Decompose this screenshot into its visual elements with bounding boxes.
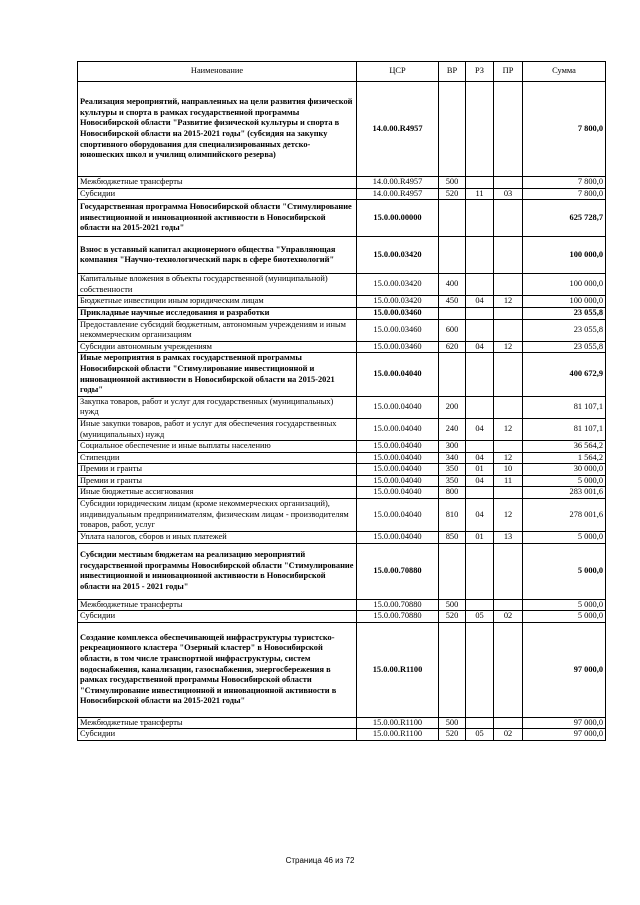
- cell-pr: [494, 396, 523, 418]
- cell-name: Межбюджетные трансферты: [78, 177, 357, 189]
- cell-csr: 15.0.00.03460: [357, 319, 439, 341]
- table-row: [78, 319, 606, 341]
- cell-vr: [439, 237, 466, 274]
- cell-rz: [466, 82, 494, 177]
- cell-vr: 810: [439, 499, 466, 532]
- cell-sum: 23 055,8: [523, 307, 606, 319]
- cell-name: Субсидии: [78, 729, 357, 741]
- cell-csr: 15.0.00.03420: [357, 274, 439, 296]
- table-row: [78, 353, 606, 396]
- cell-pr: [494, 82, 523, 177]
- cell-vr: [439, 200, 466, 237]
- cell-vr: 350: [439, 464, 466, 476]
- cell-sum: 97 000,0: [523, 622, 606, 717]
- cell-sum: 100 000,0: [523, 237, 606, 274]
- cell-csr: 15.0.00.04040: [357, 532, 439, 544]
- cell-sum: 7 800,0: [523, 177, 606, 189]
- cell-csr: 15.0.00.04040: [357, 487, 439, 499]
- cell-pr: [494, 717, 523, 729]
- budget-table: [77, 61, 606, 741]
- header-rz: РЗ: [466, 62, 494, 82]
- cell-sum: 23 055,8: [523, 341, 606, 353]
- cell-name: Государственная программа Новосибирской области "Стимулирование инвестиционной и инновационной активности в Новосибирской области на 2015-2021 годы": [78, 200, 357, 237]
- cell-rz: 04: [466, 341, 494, 353]
- table-row: [78, 237, 606, 274]
- cell-sum: 5 000,0: [523, 532, 606, 544]
- table-row: [78, 177, 606, 189]
- cell-rz: [466, 599, 494, 611]
- cell-name: Субсидии автономным учреждениям: [78, 341, 357, 353]
- cell-pr: [494, 307, 523, 319]
- cell-vr: [439, 622, 466, 717]
- cell-pr: [494, 353, 523, 396]
- cell-csr: 14.0.00.R4957: [357, 177, 439, 189]
- cell-csr: 15.0.00.04040: [357, 396, 439, 418]
- cell-rz: [466, 319, 494, 341]
- cell-rz: [466, 487, 494, 499]
- cell-csr: 15.0.00.04040: [357, 499, 439, 532]
- cell-rz: 04: [466, 475, 494, 487]
- cell-csr: 15.0.00.03420: [357, 237, 439, 274]
- table-row: [78, 307, 606, 319]
- table-row: [78, 464, 606, 476]
- cell-pr: 12: [494, 296, 523, 308]
- cell-sum: 97 000,0: [523, 729, 606, 741]
- cell-pr: [494, 441, 523, 453]
- cell-pr: [494, 274, 523, 296]
- cell-rz: [466, 717, 494, 729]
- cell-pr: [494, 622, 523, 717]
- cell-pr: [494, 543, 523, 599]
- table-row: [78, 441, 606, 453]
- cell-rz: 04: [466, 499, 494, 532]
- cell-sum: 5 000,0: [523, 599, 606, 611]
- cell-name: Предоставление субсидий бюджетным, автономным учреждениям и иным некоммерческим организациям: [78, 319, 357, 341]
- table-row: [78, 82, 606, 177]
- cell-vr: 520: [439, 729, 466, 741]
- cell-rz: [466, 307, 494, 319]
- cell-csr: 14.0.00.R4957: [357, 82, 439, 177]
- cell-name: Иные мероприятия в рамках государственной программы Новосибирской области "Стимулирование инвестиционной и инновационной активности в Новосибирской области на 2015-2021 годы": [78, 353, 357, 396]
- cell-rz: [466, 622, 494, 717]
- cell-csr: 15.0.00.70880: [357, 543, 439, 599]
- cell-pr: 13: [494, 532, 523, 544]
- cell-csr: 15.0.00.03420: [357, 296, 439, 308]
- cell-pr: 12: [494, 452, 523, 464]
- table-row: [78, 341, 606, 353]
- cell-vr: 300: [439, 441, 466, 453]
- cell-rz: [466, 177, 494, 189]
- cell-vr: 500: [439, 177, 466, 189]
- cell-pr: 12: [494, 499, 523, 532]
- cell-pr: 11: [494, 475, 523, 487]
- cell-name: Субсидии: [78, 188, 357, 200]
- cell-csr: 15.0.00.70880: [357, 599, 439, 611]
- cell-name: Бюджетные инвестиции иным юридическим лицам: [78, 296, 357, 308]
- table-row: [78, 532, 606, 544]
- cell-name: Иные закупки товаров, работ и услуг для обеспечения государственных (муниципальных) нужд: [78, 418, 357, 440]
- cell-vr: 400: [439, 274, 466, 296]
- cell-csr: 15.0.00.70880: [357, 611, 439, 623]
- table-row: [78, 543, 606, 599]
- cell-csr: 15.0.00.R1100: [357, 717, 439, 729]
- cell-vr: 520: [439, 188, 466, 200]
- table-row: [78, 599, 606, 611]
- cell-vr: [439, 543, 466, 599]
- cell-name: Премии и гранты: [78, 464, 357, 476]
- cell-name: Капитальные вложения в объекты государственной (муниципальной) собственности: [78, 274, 357, 296]
- cell-pr: [494, 599, 523, 611]
- cell-rz: 04: [466, 452, 494, 464]
- header-csr: ЦСР: [357, 62, 439, 82]
- table-body: [78, 82, 606, 741]
- cell-rz: [466, 237, 494, 274]
- table-row: [78, 487, 606, 499]
- table-row: [78, 274, 606, 296]
- cell-csr: 15.0.00.04040: [357, 475, 439, 487]
- cell-sum: 400 672,9: [523, 353, 606, 396]
- cell-rz: 05: [466, 729, 494, 741]
- header-pr: ПР: [494, 62, 523, 82]
- cell-vr: 520: [439, 611, 466, 623]
- table-row: [78, 296, 606, 308]
- cell-sum: 625 728,7: [523, 200, 606, 237]
- table-row: [78, 611, 606, 623]
- cell-sum: 5 000,0: [523, 543, 606, 599]
- cell-csr: 15.0.00.04040: [357, 353, 439, 396]
- cell-sum: 81 107,1: [523, 396, 606, 418]
- cell-vr: 600: [439, 319, 466, 341]
- table-row: [78, 452, 606, 464]
- cell-rz: 01: [466, 532, 494, 544]
- table-row: [78, 418, 606, 440]
- table-row: [78, 622, 606, 717]
- cell-vr: 500: [439, 717, 466, 729]
- table-row: [78, 200, 606, 237]
- cell-vr: [439, 307, 466, 319]
- table-row: [78, 717, 606, 729]
- cell-pr: 02: [494, 729, 523, 741]
- cell-sum: 5 000,0: [523, 611, 606, 623]
- cell-vr: 340: [439, 452, 466, 464]
- cell-pr: [494, 237, 523, 274]
- cell-name: Взнос в уставный капитал акционерного общества "Управляющая компания "Научно-технологический парк в сфере биотехнологий": [78, 237, 357, 274]
- cell-name: Реализация мероприятий, направленных на цели развития физической культуры и спорта в рамках государственной программы Новосибирской области "Развитие физической культуры и спорта в Новосибирской области на 2015-2021 годы" (субсидия на закупку спортивного оборудования для специализированных детско-юношеских школ и училищ олимпийского резерва): [78, 82, 357, 177]
- cell-name: Субсидии: [78, 611, 357, 623]
- cell-sum: 7 800,0: [523, 82, 606, 177]
- cell-rz: [466, 353, 494, 396]
- cell-name: Субсидии юридическим лицам (кроме некоммерческих организаций), индивидуальным предпринимателям, физическим лицам - производителям товаров, работ, услуг: [78, 499, 357, 532]
- cell-rz: [466, 200, 494, 237]
- cell-rz: [466, 274, 494, 296]
- cell-name: Прикладные научные исследования и разработки: [78, 307, 357, 319]
- cell-name: Межбюджетные трансферты: [78, 599, 357, 611]
- cell-name: Уплата налогов, сборов и иных платежей: [78, 532, 357, 544]
- header-sum: Сумма: [523, 62, 606, 82]
- cell-sum: 278 001,6: [523, 499, 606, 532]
- cell-sum: 30 000,0: [523, 464, 606, 476]
- page-footer: Страница 46 из 72: [285, 856, 355, 865]
- cell-pr: 03: [494, 188, 523, 200]
- table-header-row: [78, 62, 606, 82]
- cell-csr: 15.0.00.00000: [357, 200, 439, 237]
- cell-csr: 15.0.00.04040: [357, 418, 439, 440]
- table-row: [78, 188, 606, 200]
- cell-csr: 15.0.00.R1100: [357, 622, 439, 717]
- cell-sum: 36 564,2: [523, 441, 606, 453]
- cell-sum: 97 000,0: [523, 717, 606, 729]
- cell-rz: [466, 543, 494, 599]
- cell-rz: [466, 396, 494, 418]
- cell-pr: 10: [494, 464, 523, 476]
- table-row: [78, 396, 606, 418]
- cell-pr: 12: [494, 341, 523, 353]
- cell-rz: 11: [466, 188, 494, 200]
- cell-name: Закупка товаров, работ и услуг для государственных (муниципальных) нужд: [78, 396, 357, 418]
- cell-vr: 200: [439, 396, 466, 418]
- cell-vr: [439, 353, 466, 396]
- cell-name: Создание комплекса обеспечивающей инфраструктуры туристско-рекреационного кластера "Озерный кластер" в Новосибирской области, в том числе транспортной инфраструктуры, систем водоснабжения, канализации, газоснабжения, энергосбережения в рамках государственной программы Новосибирской области "Стимулирование инвестиционной и инновационной активности в Новосибирской области на 2015-2021 годы": [78, 622, 357, 717]
- cell-csr: 15.0.00.04040: [357, 452, 439, 464]
- cell-sum: 23 055,8: [523, 319, 606, 341]
- table-row: [78, 475, 606, 487]
- cell-csr: 15.0.00.04040: [357, 464, 439, 476]
- cell-rz: 04: [466, 296, 494, 308]
- cell-csr: 14.0.00.R4957: [357, 188, 439, 200]
- cell-csr: 15.0.00.04040: [357, 441, 439, 453]
- cell-pr: [494, 200, 523, 237]
- cell-vr: 500: [439, 599, 466, 611]
- cell-vr: [439, 82, 466, 177]
- cell-sum: 1 564,2: [523, 452, 606, 464]
- cell-csr: 15.0.00.03460: [357, 307, 439, 319]
- cell-name: Иные бюджетные ассигнования: [78, 487, 357, 499]
- cell-sum: 7 800,0: [523, 188, 606, 200]
- cell-vr: 350: [439, 475, 466, 487]
- cell-sum: 283 001,6: [523, 487, 606, 499]
- cell-csr: 15.0.00.03460: [357, 341, 439, 353]
- cell-rz: 01: [466, 464, 494, 476]
- cell-sum: 100 000,0: [523, 274, 606, 296]
- cell-csr: 15.0.00.R1100: [357, 729, 439, 741]
- cell-rz: 05: [466, 611, 494, 623]
- cell-pr: [494, 487, 523, 499]
- cell-name: Межбюджетные трансферты: [78, 717, 357, 729]
- cell-name: Стипендии: [78, 452, 357, 464]
- cell-vr: 850: [439, 532, 466, 544]
- header-name: Наименование: [78, 62, 357, 82]
- cell-pr: [494, 319, 523, 341]
- cell-pr: [494, 177, 523, 189]
- cell-name: Премии и гранты: [78, 475, 357, 487]
- cell-sum: 5 000,0: [523, 475, 606, 487]
- cell-name: Субсидии местным бюджетам на реализацию мероприятий государственной программы Новосибирской области "Стимулирование инвестиционной и инновационной активности в Новосибирской области на 2015 - 2021 годы": [78, 543, 357, 599]
- table-row: [78, 729, 606, 741]
- cell-vr: 450: [439, 296, 466, 308]
- header-vr: ВР: [439, 62, 466, 82]
- cell-rz: [466, 441, 494, 453]
- cell-sum: 81 107,1: [523, 418, 606, 440]
- cell-vr: 240: [439, 418, 466, 440]
- cell-vr: 620: [439, 341, 466, 353]
- table-row: [78, 499, 606, 532]
- cell-vr: 800: [439, 487, 466, 499]
- cell-name: Социальное обеспечение и иные выплаты населению: [78, 441, 357, 453]
- cell-sum: 100 000,0: [523, 296, 606, 308]
- cell-pr: 02: [494, 611, 523, 623]
- cell-pr: 12: [494, 418, 523, 440]
- cell-rz: 04: [466, 418, 494, 440]
